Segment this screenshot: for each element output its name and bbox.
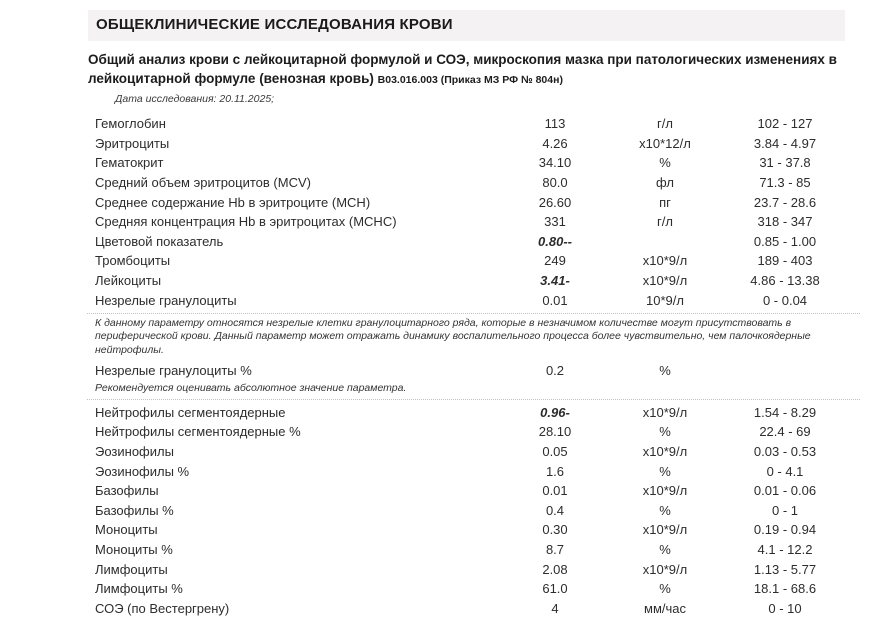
- test-unit: х10*9/л: [642, 273, 688, 289]
- test-name: СОЭ (по Вестергрену): [95, 600, 230, 616]
- test-value: 0.30: [542, 522, 568, 538]
- test-name: Незрелые гранулоциты: [95, 292, 237, 308]
- table-row: [85, 461, 860, 481]
- test-value: 113: [544, 116, 566, 132]
- test-name: Средняя концентрация Hb в эритроцитах (MCHC): [95, 214, 397, 230]
- parameter-note: К данному параметру относятся незрелые клетки гранулоцитарного ряда, которые в незначимом количестве могут присутствовать в периферической крови. Данный параметр может отражать динамику воспалительного процесса более чувствительно, чем палочкоядерные нейтрофилы.: [95, 316, 811, 356]
- test-range: 189 - 403: [757, 253, 813, 269]
- test-value: 2.08: [542, 561, 568, 577]
- test-range: 22.4 - 69: [759, 424, 811, 440]
- test-range: 0.03 - 0.53: [753, 444, 817, 460]
- row-divider: [87, 313, 860, 314]
- parameter-note: Рекомендуется оценивать абсолютное значение параметра.: [95, 382, 407, 395]
- test-unit: г/л: [657, 214, 673, 230]
- test-value: 0.01: [542, 483, 568, 499]
- test-range: 0 - 1: [771, 502, 798, 518]
- test-name: Базофилы %: [95, 502, 174, 518]
- test-value: 34.10: [538, 155, 572, 171]
- section-title: ОБЩЕКЛИНИЧЕСКИЕ ИССЛЕДОВАНИЯ КРОВИ: [96, 16, 453, 33]
- test-value: 0.01: [542, 292, 568, 308]
- test-name: Моноциты: [95, 522, 158, 538]
- test-range: 3.84 - 4.97: [753, 135, 817, 151]
- test-value: 0.4: [545, 502, 565, 518]
- table-row: [85, 442, 860, 462]
- table-row: [85, 559, 860, 579]
- test-range: 1.54 - 8.29: [753, 404, 817, 420]
- test-name: Лимфоциты %: [95, 581, 183, 597]
- test-range: 102 - 127: [757, 116, 813, 132]
- test-name: Лейкоциты: [95, 273, 162, 289]
- test-unit: %: [659, 155, 671, 171]
- lab-report-document: [0, 10, 891, 616]
- test-name: Базофилы: [95, 483, 159, 499]
- test-value: 61.0: [542, 581, 568, 597]
- table-row: [85, 251, 860, 271]
- table-row: [85, 290, 860, 310]
- test-unit: х10*9/л: [642, 483, 688, 499]
- test-value: 0.05: [542, 444, 568, 460]
- test-unit: х10*9/л: [642, 561, 688, 577]
- test-value: 26.60: [538, 194, 572, 210]
- test-name: Нейтрофилы сегментоядерные %: [95, 424, 301, 440]
- test-value: 249: [544, 253, 566, 269]
- table-row: [85, 481, 860, 501]
- test-name: Гемоглобин: [95, 116, 166, 132]
- test-name: Эритроциты: [95, 135, 170, 151]
- table-row: [85, 422, 860, 442]
- test-name: Цветовой показатель: [95, 233, 224, 249]
- test-range: 23.7 - 28.6: [753, 194, 817, 210]
- test-range: 0.19 - 0.94: [753, 522, 817, 538]
- table-row: [85, 501, 860, 521]
- test-name: Эозинофилы %: [95, 463, 190, 479]
- table-row: [85, 232, 860, 252]
- test-value: 4.26: [542, 135, 568, 151]
- test-range: 71.3 - 85: [759, 175, 811, 191]
- test-name: Тромбоциты: [95, 253, 171, 269]
- table-row: [85, 520, 860, 540]
- test-unit: х10*9/л: [642, 404, 688, 420]
- test-range: 0 - 4.1: [766, 463, 804, 479]
- test-unit: %: [659, 362, 671, 378]
- test-name: Лимфоциты: [95, 561, 168, 577]
- test-code-text: В03.016.003 (Приказ МЗ РФ № 804н): [377, 74, 563, 86]
- test-name: Незрелые гранулоциты %: [95, 362, 252, 378]
- test-unit: х10*9/л: [642, 522, 688, 538]
- table-row: [85, 173, 860, 193]
- test-value: 4: [551, 600, 559, 616]
- test-range: 4.1 - 12.2: [757, 541, 813, 557]
- test-unit: %: [659, 541, 671, 557]
- table-row: [85, 212, 860, 232]
- test-value: 0.2: [545, 362, 565, 378]
- study-date-text: Дата исследования: 20.11.2025;: [115, 93, 275, 105]
- table-row: [85, 192, 860, 212]
- test-value: 0.96-: [540, 404, 570, 420]
- row-divider: [87, 399, 860, 400]
- table-row: [85, 598, 860, 618]
- test-range: 0.01 - 0.06: [753, 483, 817, 499]
- test-range: 1.13 - 5.77: [753, 561, 817, 577]
- table-row: [85, 540, 860, 560]
- test-name: Средний объем эритроцитов (MCV): [95, 175, 311, 191]
- test-value: 331: [544, 214, 566, 230]
- table-row: [85, 134, 860, 154]
- test-range: 18.1 - 68.6: [753, 581, 817, 597]
- test-unit: фл: [656, 175, 674, 191]
- test-unit: мм/час: [644, 600, 686, 616]
- test-unit: %: [659, 502, 671, 518]
- table-row: [85, 153, 860, 173]
- test-name: Гематокрит: [95, 155, 164, 171]
- results-table: [85, 114, 860, 618]
- test-range: 0 - 10: [768, 600, 802, 616]
- test-value: 8.7: [545, 541, 565, 557]
- test-title-block: [88, 50, 870, 90]
- test-name: Нейтрофилы сегментоядерные: [95, 404, 286, 420]
- test-unit: пг: [659, 194, 671, 210]
- test-unit: х10*12/л: [639, 135, 691, 151]
- test-range: 31 - 37.8: [759, 155, 811, 171]
- table-row: [85, 114, 860, 134]
- test-name: Среднее содержание Hb в эритроците (MCH): [95, 194, 371, 210]
- test-unit: %: [659, 424, 671, 440]
- test-unit: г/л: [657, 116, 673, 132]
- test-name: Эозинофилы: [95, 444, 174, 460]
- test-range: 318 - 347: [757, 214, 813, 230]
- test-value: 1.6: [545, 463, 565, 479]
- test-range: 0.85 - 1.00: [753, 233, 817, 249]
- test-name: Моноциты %: [95, 541, 173, 557]
- test-value: 0.80--: [538, 233, 572, 249]
- table-row: [85, 360, 860, 380]
- test-name-text: Общий анализ крови с лейкоцитарной формулой и СОЭ, микроскопия мазка при патологических изменениях в лейкоцитарной формуле (венозная кровь): [88, 52, 837, 86]
- test-unit: 10*9/л: [646, 292, 684, 308]
- test-range: 4.86 - 13.38: [750, 273, 820, 289]
- test-range: 0 - 0.04: [762, 292, 808, 308]
- test-value: 80.0: [542, 175, 568, 191]
- test-unit: х10*9/л: [642, 253, 688, 269]
- test-value: 28.10: [538, 424, 572, 440]
- test-unit: %: [659, 463, 671, 479]
- table-row: [85, 271, 860, 291]
- section-header-bar: [88, 10, 845, 41]
- test-unit: х10*9/л: [642, 444, 688, 460]
- table-row: [85, 579, 860, 599]
- table-row: [85, 403, 860, 423]
- test-unit: %: [659, 581, 671, 597]
- test-value: 3.41-: [540, 273, 570, 289]
